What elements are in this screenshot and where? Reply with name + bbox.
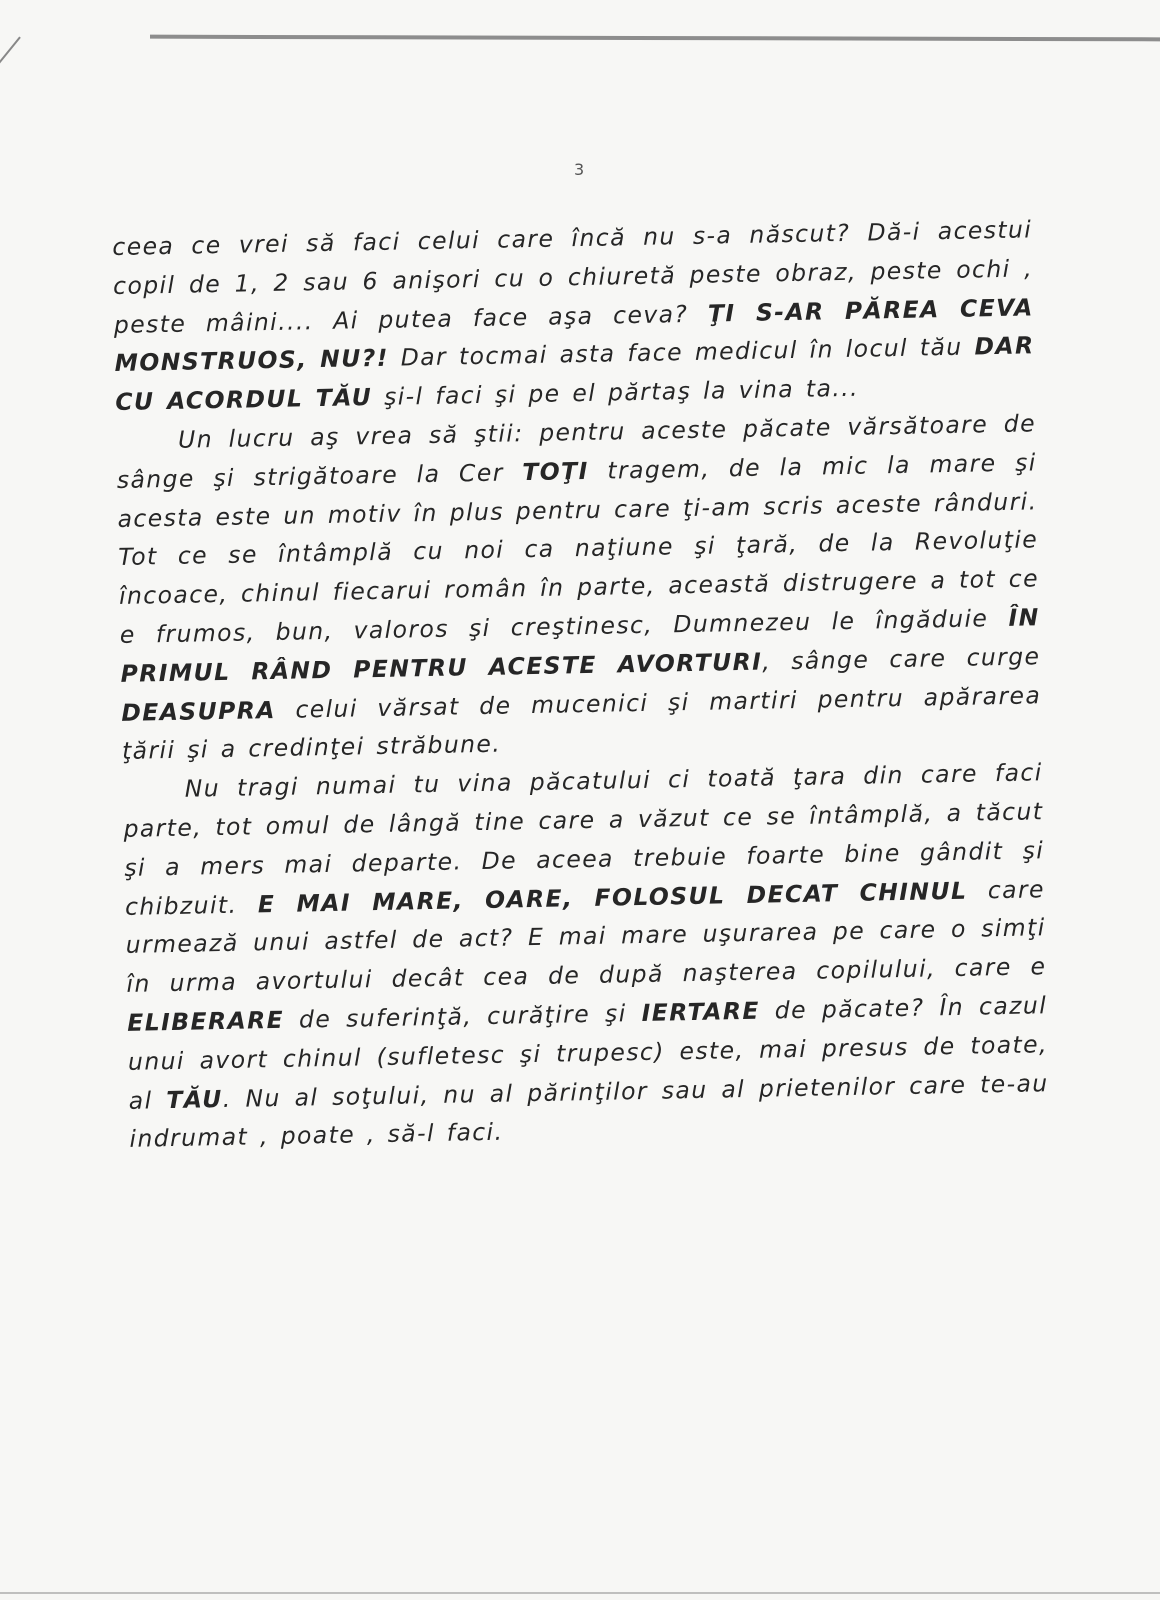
text-segment: Nu tragi numai tu vina păcatului ci toată ţara din care faci parte, tot omul de lângă tine care a văzut ce se întâmplă, a tăcut şi a mers mai departe. De aceea trebuie foarte bine gândit şi chibzuit. [123,758,1045,921]
emphasized-text: ŢI S-AR PĂREA CEVA MONSTRUOS, NU?! [114,292,1034,378]
text-segment: celui vărsat de mucenici şi martiri pentru apărarea ţării şi a credinţei străbune. [121,680,1042,766]
page-top-edge-shadow [150,35,1160,42]
text-segment: ceea ce vrei să faci celui care încă nu s-a născut? Dă-i acestui copil de 1, 2 sau 6 anişori cu o chiuretă peste obraz, peste ochi , peste mâini.... Ai putea face aşa ceva? [112,215,1034,339]
emphasized-text: TĂU [166,1084,224,1114]
page-number: 3 [574,160,585,179]
text-segment: , sânge care curge [761,642,1041,676]
text-segment: de suferinţă, curăţire şi [283,998,642,1034]
paragraph [122,753,1049,1159]
emphasized-text: DAR CU ACORDUL TĂU [115,331,1035,417]
body-text [112,210,1050,1159]
text-segment: . Nu al soţului, nu al părinţilor sau al prietenilor care te-au indrumat , poate , să-l faci. [129,1068,1049,1154]
folded-corner-edge [0,36,21,171]
text-segment: de păcate? În cazul unui avort chinul (sufletesc şi trupesc) este, mai presus de toate, al [127,991,1049,1115]
emphasized-text: ÎN PRIMUL RÂND PENTRU ACESTE AVORTURI [120,603,1040,688]
text-segment: care urmează unui astfel de act? E mai mare uşurarea pe care o simţi în urma avortului decât cea de după naşterea copilului, care e [125,874,1047,998]
emphasized-text: TOŢI [522,456,589,486]
emphasized-text: ELIBERARE [126,1005,285,1037]
emphasized-text: E MAI MARE, OARE, FOLOSUL DECAT CHINUL [257,876,968,918]
text-segment: tragem, de la mic la mare şi acesta este un motiv în plus pentru care ţi-am scris aceste rânduri. Tot ce se întâmplă cu noi ca naţiune şi ţară, de la Revoluţie încoace, chinul fiecarui român în parte, această distrugere a tot ce e frumos, bun, valoros şi creştinesc, Dumnezeu le îngăduie [117,448,1040,649]
paragraph [116,404,1043,771]
emphasized-text: IERTARE [641,996,761,1027]
text-segment: şi-l faci şi pe el părtaş la vina ta... [371,373,860,412]
paragraph [112,210,1036,422]
page-bottom-edge-shadow [0,1592,1160,1594]
emphasized-text: DEASUPRA [121,695,277,727]
text-segment: Dar tocmai asta face medicul în locul tău [388,332,975,373]
text-segment: Un lucru aş vrea să ştii: pentru aceste păcate vărsătoare de sânge şi strigătoare la Cer [116,409,1037,494]
